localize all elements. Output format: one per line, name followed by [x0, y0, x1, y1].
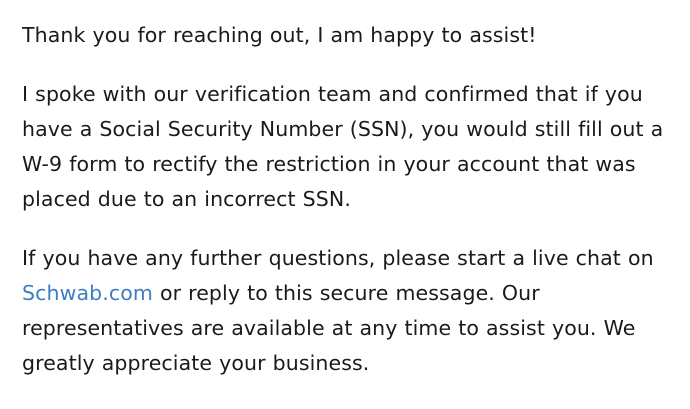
- schwab-website-link[interactable]: Schwab.com: [22, 281, 153, 305]
- closing-text-after-link: or reply to this secure message. Our representatives are available at any time to assist you. We greatly appreciate your business.: [22, 281, 636, 375]
- paragraph-greeting: Thank you for reaching out, I am happy to assist!: [22, 23, 537, 47]
- paragraph-closing: [22, 241, 668, 381]
- paragraph-verification-details: I spoke with our verification team and confirmed that if you have a Social Security Number (SSN), you would still fill out a W-9 form to rectify the restriction in your account that was placed due to an incorrect SSN.: [22, 82, 664, 211]
- closing-text-before-link: If you have any further questions, please start a live chat on: [22, 246, 654, 270]
